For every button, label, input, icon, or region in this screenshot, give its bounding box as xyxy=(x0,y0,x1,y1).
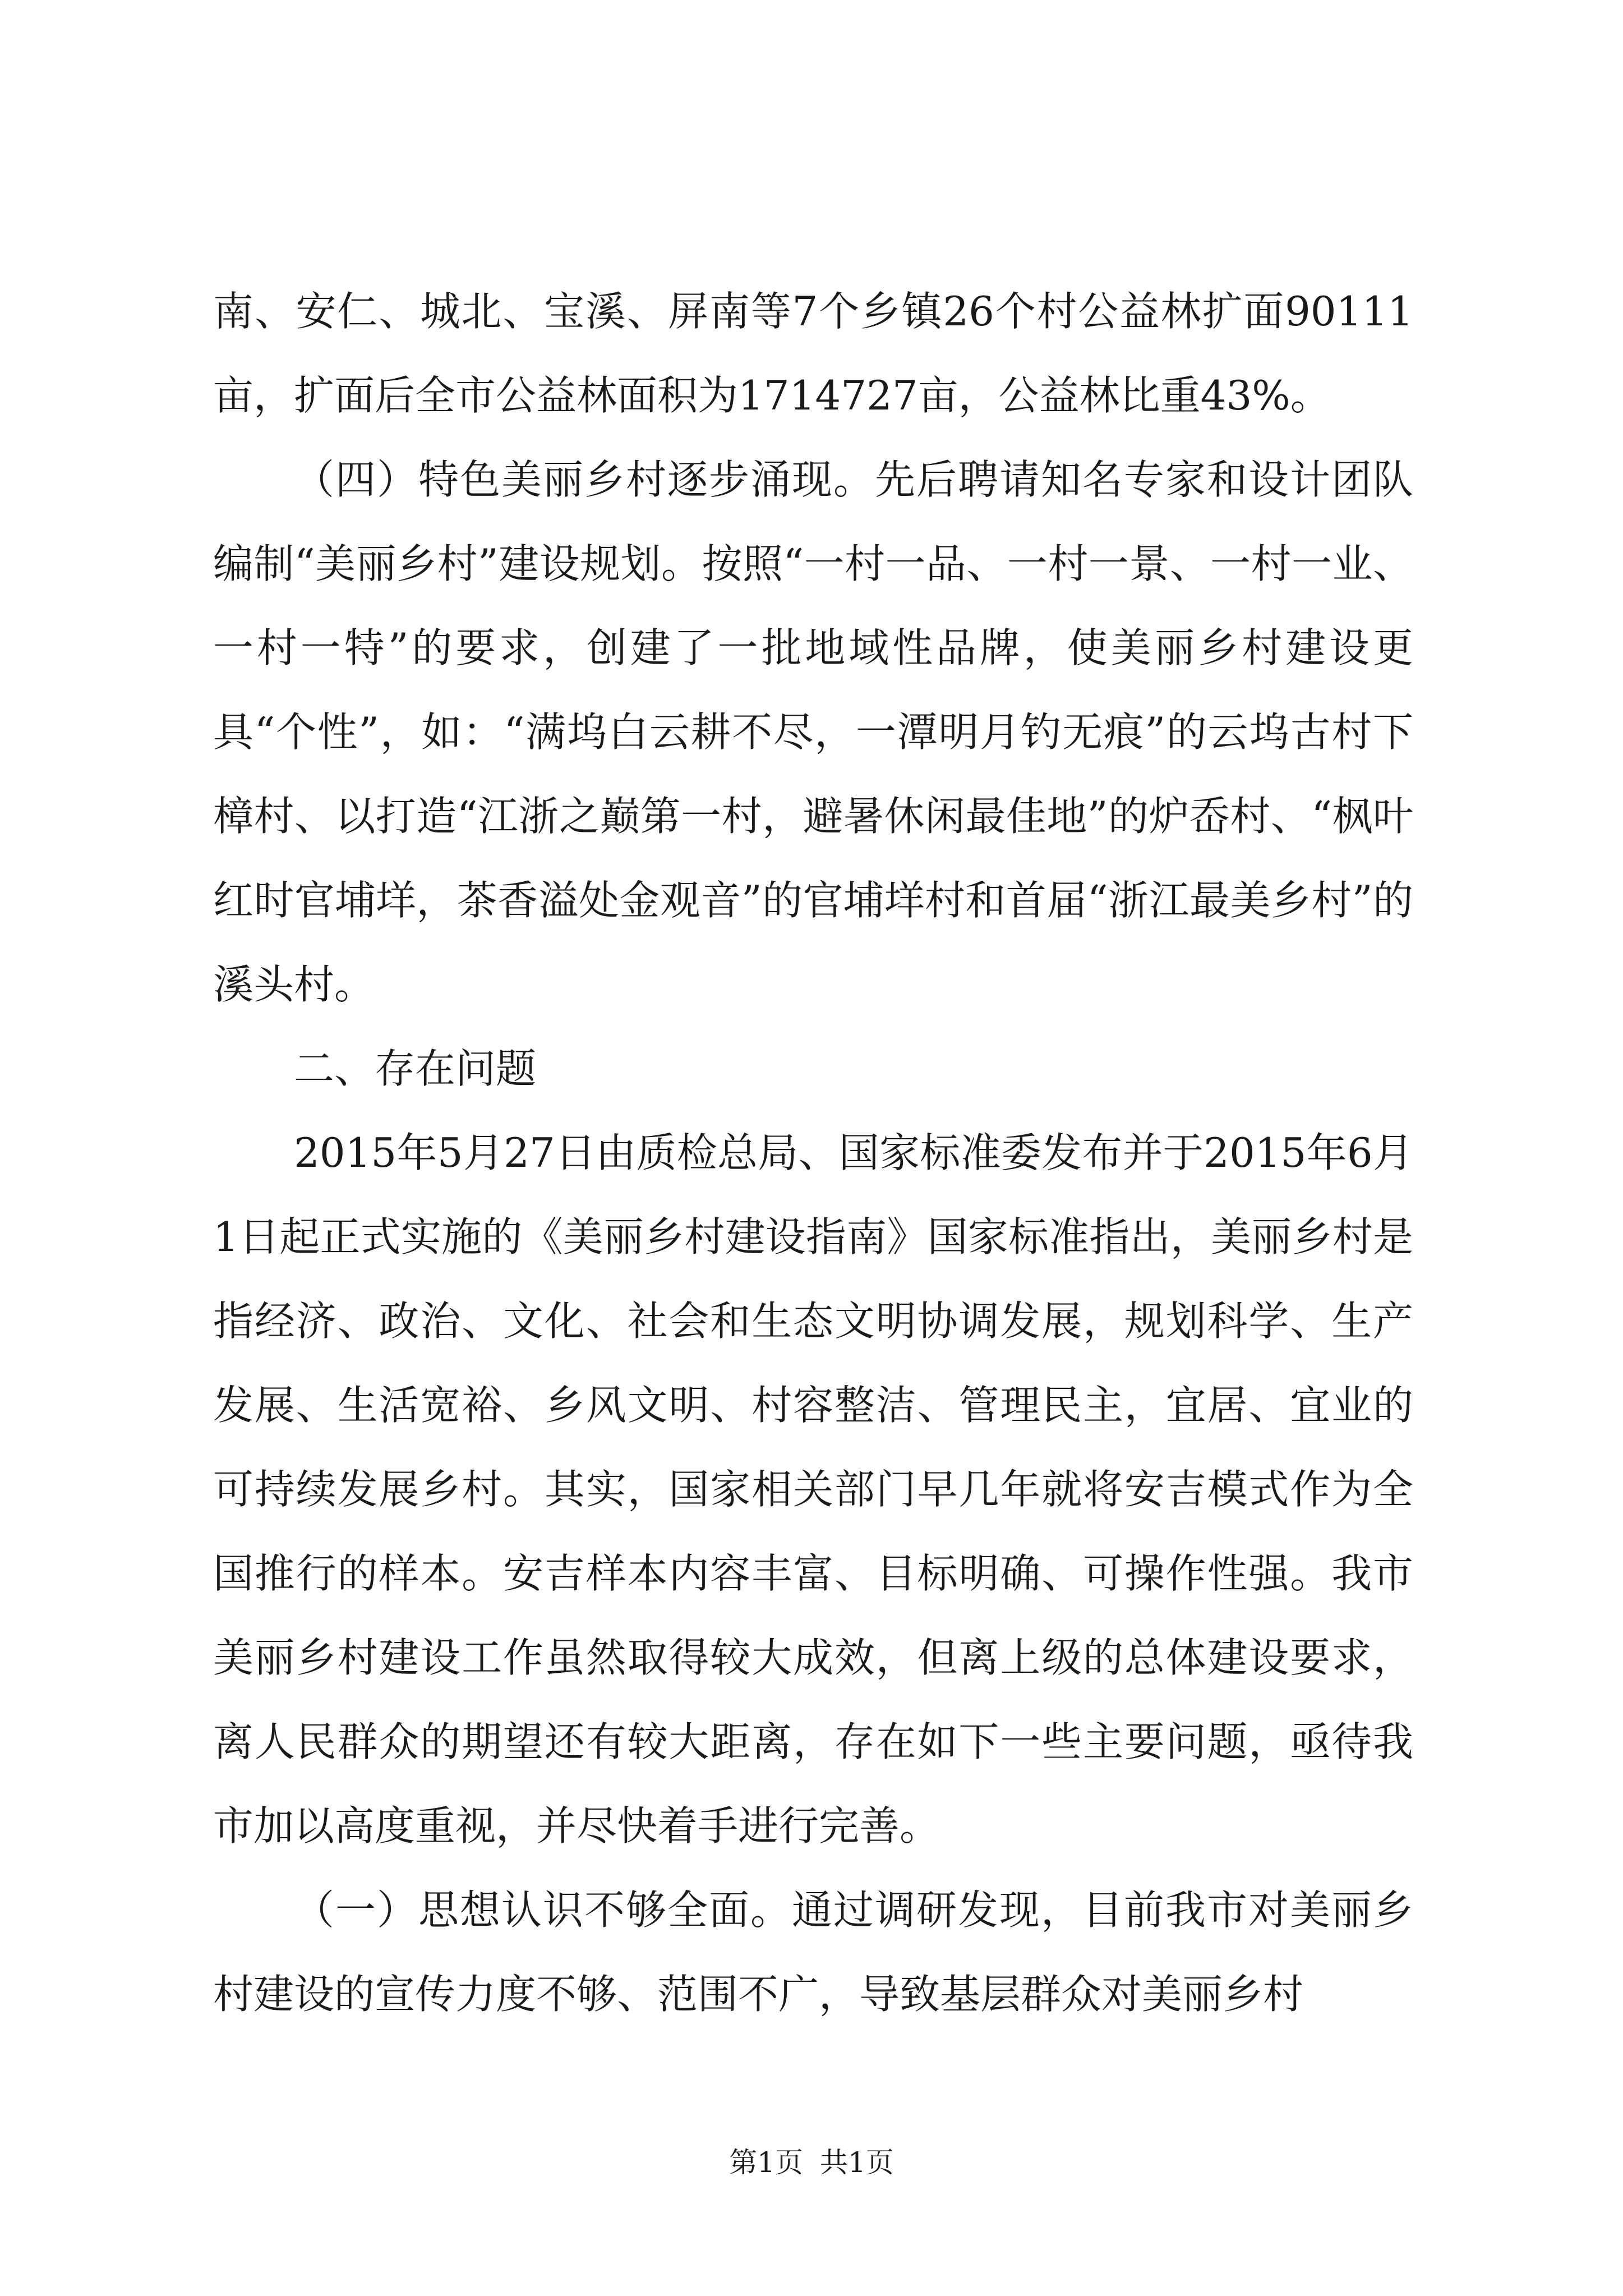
document-body xyxy=(213,269,1413,2036)
page-footer xyxy=(0,2143,1623,2182)
section-heading-problems: 二、存在问题 xyxy=(294,1045,537,1092)
paragraph-national-standard: 2015年5月27日由质检总局、国家标准委发布并于2015年6月1日起正式实施的《美丽乡村建设指南》国家标准指出，美丽乡村是指经济、政治、文化、社会和生态文明协调发展，规划科学、生产发展、生活宽裕、乡风文明、村容整洁、管理民主，宜居、宜业的可持续发展乡村。其实，国家相关部门早几年就将安吉模式作为全国推行的样本。安吉样本内容丰富、目标明确、可操作性强。我市美丽乡村建设工作虽然取得较大成效，但离上级的总体建设要求，离人民群众的期望还有较大距离，存在如下一些主要问题，亟待我市加以高度重视，并尽快着手进行完善。 xyxy=(213,1129,1413,1849)
paragraph-beautiful-villages: （四）特色美丽乡村逐步涌现。先后聘请知名专家和设计团队编制“美丽乡村”建设规划。按照“一村一品、一村一景、一村一业、一村一特”的要求，创建了一批地域性品牌，使美丽乡村建设更具“个性”，如：“满坞白云耕不尽，一潭明月钓无痕”的云坞古村下樟村、以打造“江浙之巅第一村，避暑休闲最佳地”的炉岙村、“枫叶红时官埔垟，茶香溢处金观音”的官埔垟村和首届“浙江最美乡村”的溪头村。 xyxy=(213,456,1413,1008)
paragraph-awareness: （一）思想认识不够全面。通过调研发现，目前我市对美丽乡村建设的宣传力度不够、范围不广，导致基层群众对美丽乡村 xyxy=(213,1887,1413,2018)
page-total: 共1页 xyxy=(820,2146,894,2179)
page-number: 第1页 xyxy=(729,2146,803,2179)
paragraph-continuation: 南、安仁、城北、宝溪、屏南等7个乡镇26个村公益林扩面90111亩，扩面后全市公益林面积为1714727亩，公益林比重43%。 xyxy=(213,288,1413,419)
